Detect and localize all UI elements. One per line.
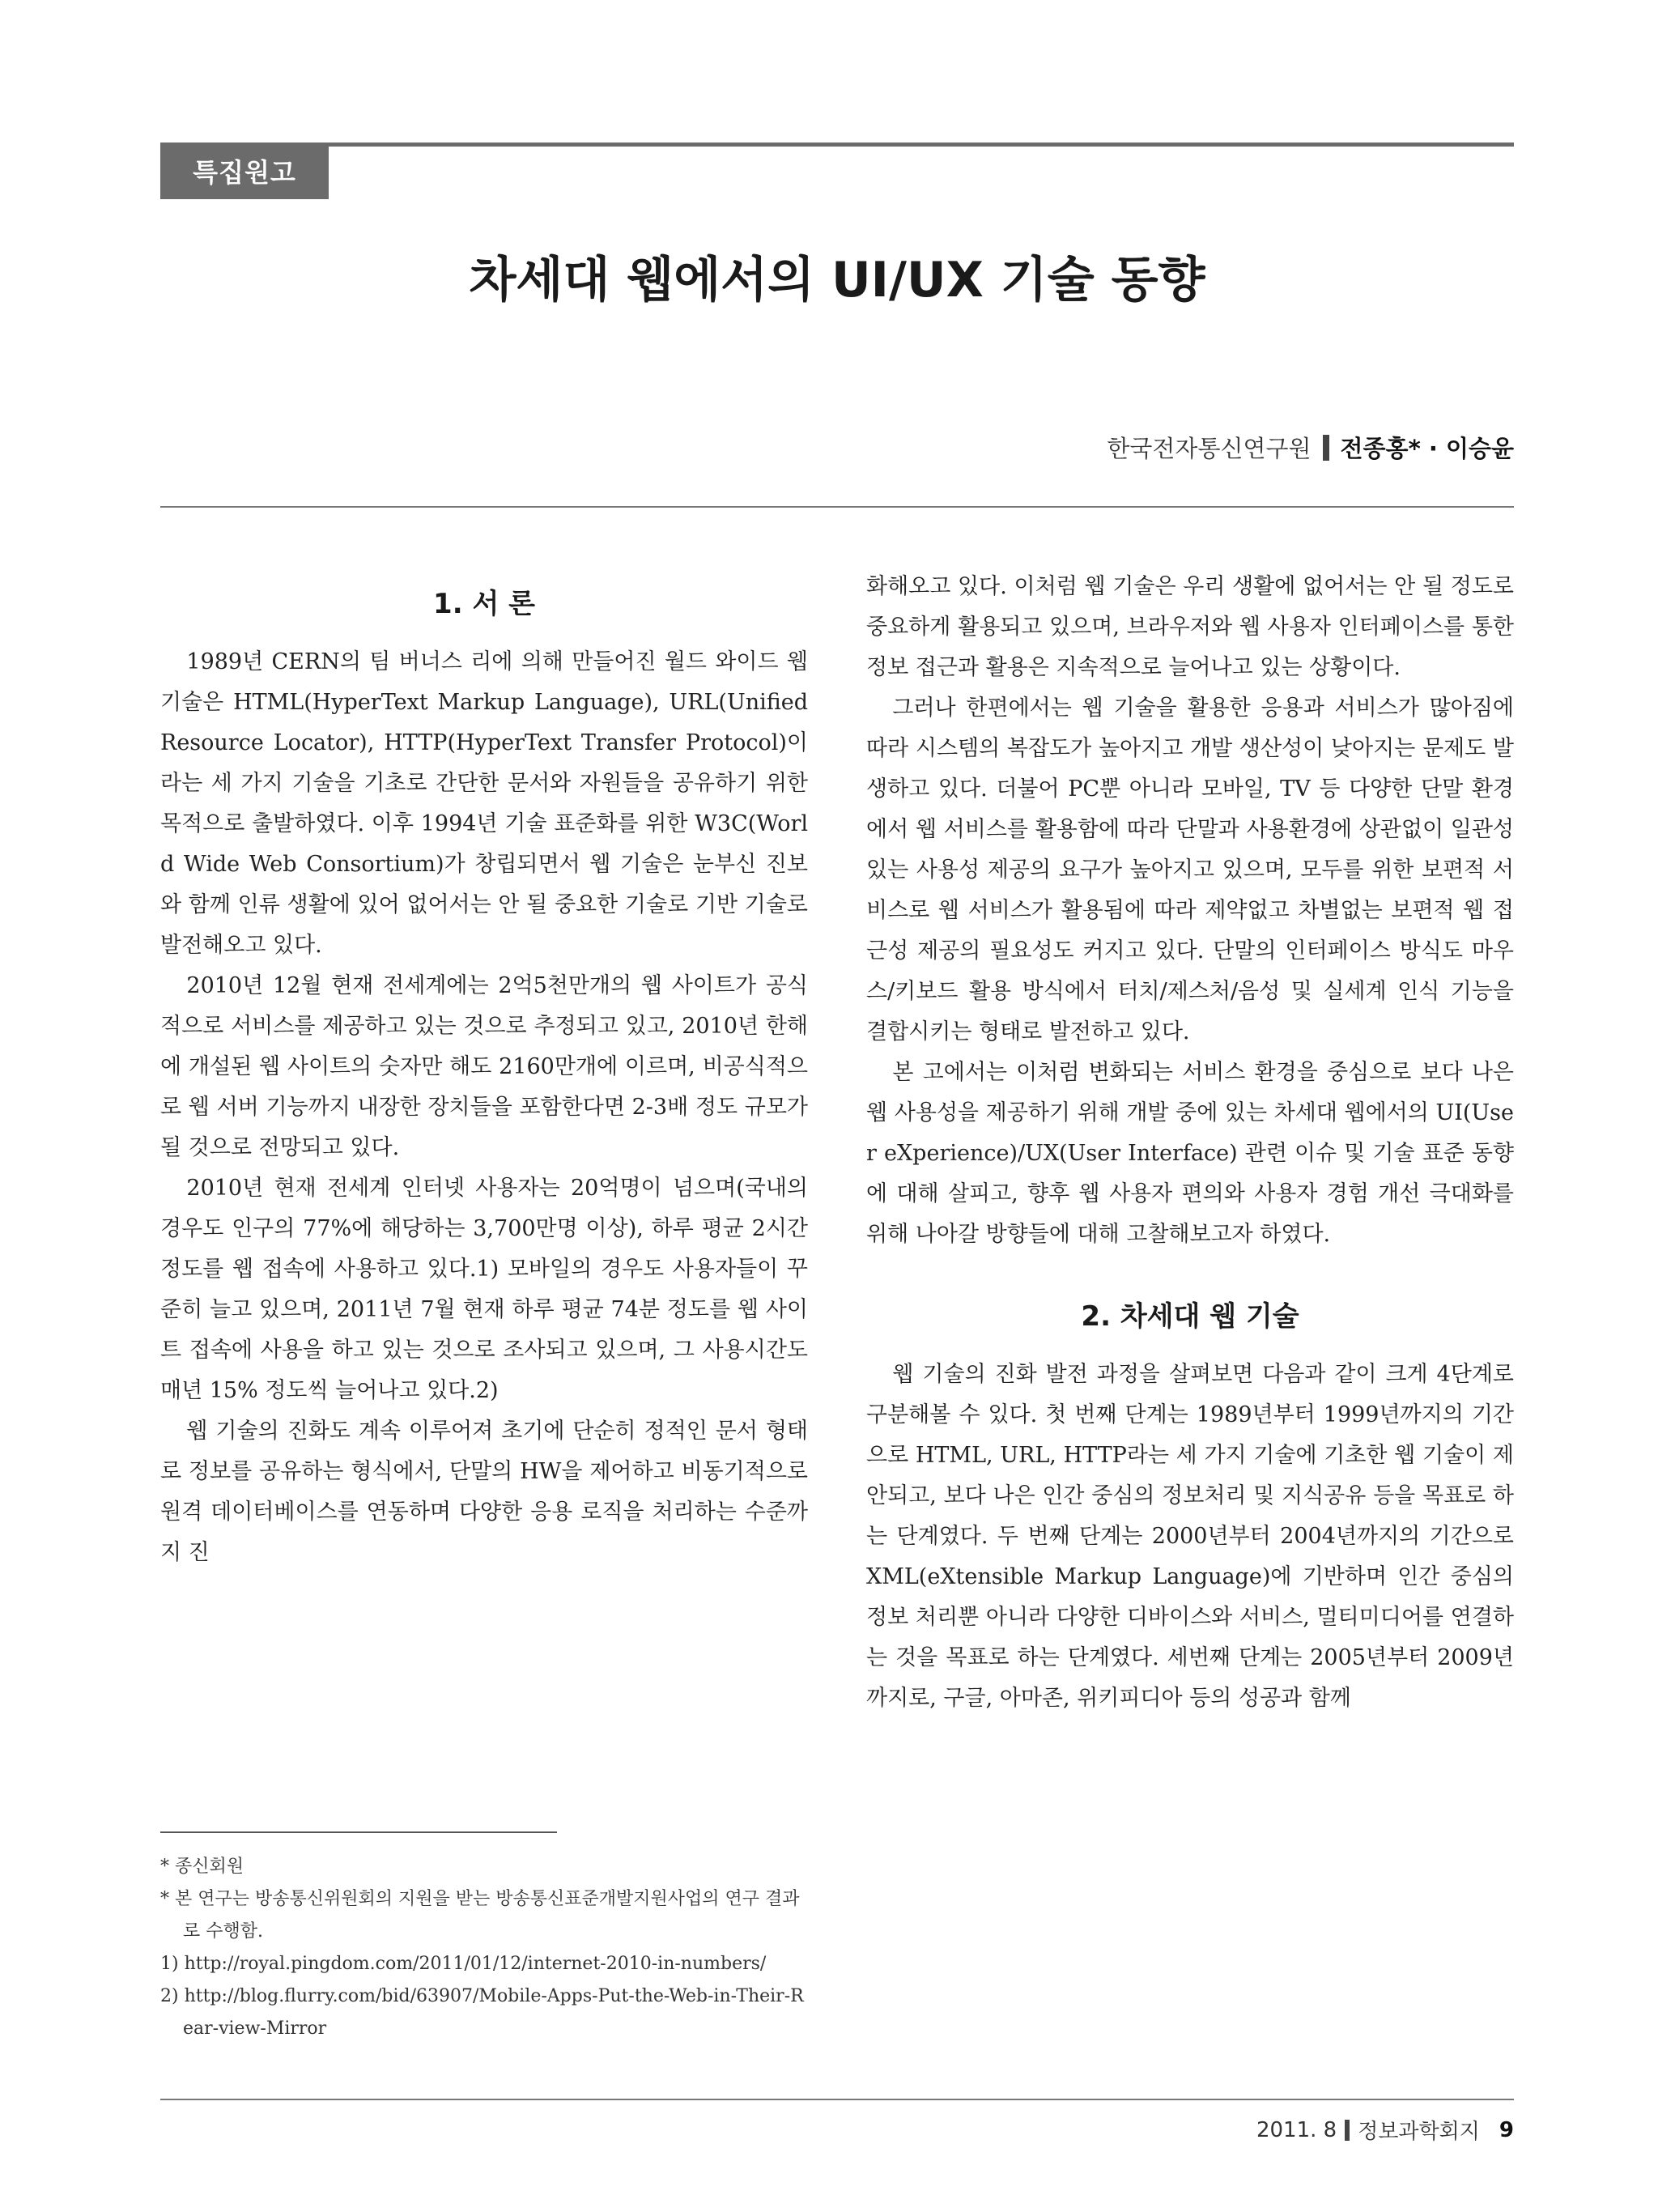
article-title: 차세대 웹에서의 UI/UX 기술 동향 [469,252,1205,308]
header-divider [160,506,1514,508]
journal-name: 정보과학회지 [1358,2120,1480,2144]
separator-bar [1323,435,1329,461]
separator-bar [1345,2120,1350,2141]
issue-date: 2011. 8 [1256,2117,1337,2142]
page-footer [1256,2115,1514,2145]
footer-divider [160,2099,1514,2100]
footnote-link: 1) http://royal.pingdom.com/2011/01/12/internet-2010-in-numbers/ [160,1954,767,1974]
section-tag: 특집원고 [160,143,329,199]
top-rule [160,143,1514,147]
paragraph: 2010년 12월 현재 전세계에는 2억5천만개의 웹 사이트가 공식적으로 서비스를 제공하고 있는 것으로 추정되고 있고, 2010년 한해에 개설된 웹 사이트의 숫자만 해도 2160만개에 이르며, 비공식적으로 웹 서버 기능까지 내장한 장치들을 포함한다면 2-3배 정도 규모가 될 것으로 전망되고 있다. [160,973,808,1160]
author-line [1107,431,1514,464]
author-names: 전종홍* · 이승윤 [1340,435,1514,462]
paragraph: 화해오고 있다. 이처럼 웹 기술은 우리 생활에 없어서는 안 될 정도로 중요하게 활용되고 있으며, 브라우저와 웹 사용자 인터페이스를 통한 정보 접근과 활용은 지속적으로 늘어나고 있는 상황이다. [866,574,1514,680]
left-column [160,567,808,1573]
page-number: 9 [1499,2117,1514,2142]
paragraph: 본 고에서는 이처럼 변화되는 서비스 환경을 중심으로 보다 나은 웹 사용성을 제공하기 위해 개발 중에 있는 차세대 웹에서의 UI(User eXperience)/UX(User Interface) 관련 이슈 및 기술 표준 동향에 대해 살피고, 향후 웹 사용자 편의와 사용자 경험 개선 극대화를 위해 나아갈 방향들에 대해 고찰해보고자 하였다. [866,1060,1514,1247]
section-heading-intro: 1. 서 론 [433,588,535,620]
paragraph: 웹 기술의 진화도 계속 이루어져 초기에 단순히 정적인 문서 형태로 정보를 공유하는 형식에서, 단말의 HW을 제어하고 비동기적으로 원격 데이터베이스를 연동하며 다양한 응용 로직을 처리하는 수준까지 진 [160,1419,808,1565]
footnote-link: 2) http://blog.flurry.com/bid/63907/Mobile-Apps-Put-the-Web-in-Their-Rear-view-Mirror [160,1986,804,2039]
right-column [866,567,1514,1719]
affiliation: 한국전자통신연구원 [1107,435,1312,462]
paragraph: 1989년 CERN의 팀 버너스 리에 의해 만들어진 월드 와이드 웹 기술은 HTML(HyperText Markup Language), URL(Unified Resource Locator), HTTP(HyperText Transfer Protocol)이라는 세 가지 기술을 기초로 간단한 문서와 자원들을 공유하기 위한 목적으로 출발하였다. 이후 1994년 기술 표준화를 위한 W3C(World Wide Web Consortium)가 창립되면서 웹 기술은 눈부신 진보와 함께 인류 생활에 있어 없어서는 안 될 중요한 기술로 기반 기술로 발전해오고 있다. [160,649,808,958]
paragraph: 그러나 한편에서는 웹 기술을 활용한 응용과 서비스가 많아짐에 따라 시스템의 복잡도가 높아지고 개발 생산성이 낮아지는 문제도 발생하고 있다. 더불어 PC뿐 아니라 모바일, TV 등 다양한 단말 환경에서 웹 서비스를 활용함에 따라 단말과 사용환경에 상관없이 일관성 있는 사용성 제공의 요구가 높아지고 있으며, 모두를 위한 보편적 서비스로 웹 서비스가 활용됨에 따라 제약없고 차별없는 보편적 웹 접근성 제공의 필요성도 커지고 있다. 단말의 인터페이스 방식도 마우스/키보드 활용 방식에서 터치/제스처/음성 및 실세계 인식 기능을 결합시키는 형태로 발전하고 있다. [866,696,1514,1044]
footnote-rule [160,1831,557,1833]
paragraph: 2010년 현재 전세계 인터넷 사용자는 20억명이 넘으며(국내의 경우도 인구의 77%에 해당하는 3,700만명 이상), 하루 평균 2시간 정도를 웹 접속에 사용하고 있다.1) 모바일의 경우도 사용자들이 꾸준히 늘고 있으며, 2011년 7월 현재 하루 평균 74분 정도를 웹 사이트 접속에 사용을 하고 있는 것으로 조사되고 있으며, 그 사용시간도 매년 15% 정도씩 늘어나고 있다.2) [160,1176,808,1403]
section-heading-next-gen-web: 2. 차세대 웹 기술 [1081,1300,1299,1333]
footnotes [160,1831,808,2045]
footnote: * 종신회원 [160,1857,244,1877]
footnote: * 본 연구는 방송통신위원회의 지원을 받는 방송통신표준개발지원사업의 연구 결과로 수행함. [160,1889,800,1942]
paragraph: 웹 기술의 진화 발전 과정을 살펴보면 다음과 같이 크게 4단계로 구분해볼 수 있다. 첫 번째 단계는 1989년부터 1999년까지의 기간으로 HTML, URL, HTTP라는 세 가지 기술에 기초한 웹 기술이 제안되고, 보다 나은 인간 중심의 정보처리 및 지식공유 등을 목표로 하는 단계였다. 두 번째 단계는 2000년부터 2004년까지의 기간으로 XML(eXtensible Markup Language)에 기반하며 인간 중심의 정보 처리뿐 아니라 다양한 디바이스와 서비스, 멀티미디어를 연결하는 것을 목표로 하는 단계였다. 세번째 단계는 2005년부터 2009년까지로, 구글, 아마존, 위키피디아 등의 성공과 함께 [866,1362,1514,1711]
